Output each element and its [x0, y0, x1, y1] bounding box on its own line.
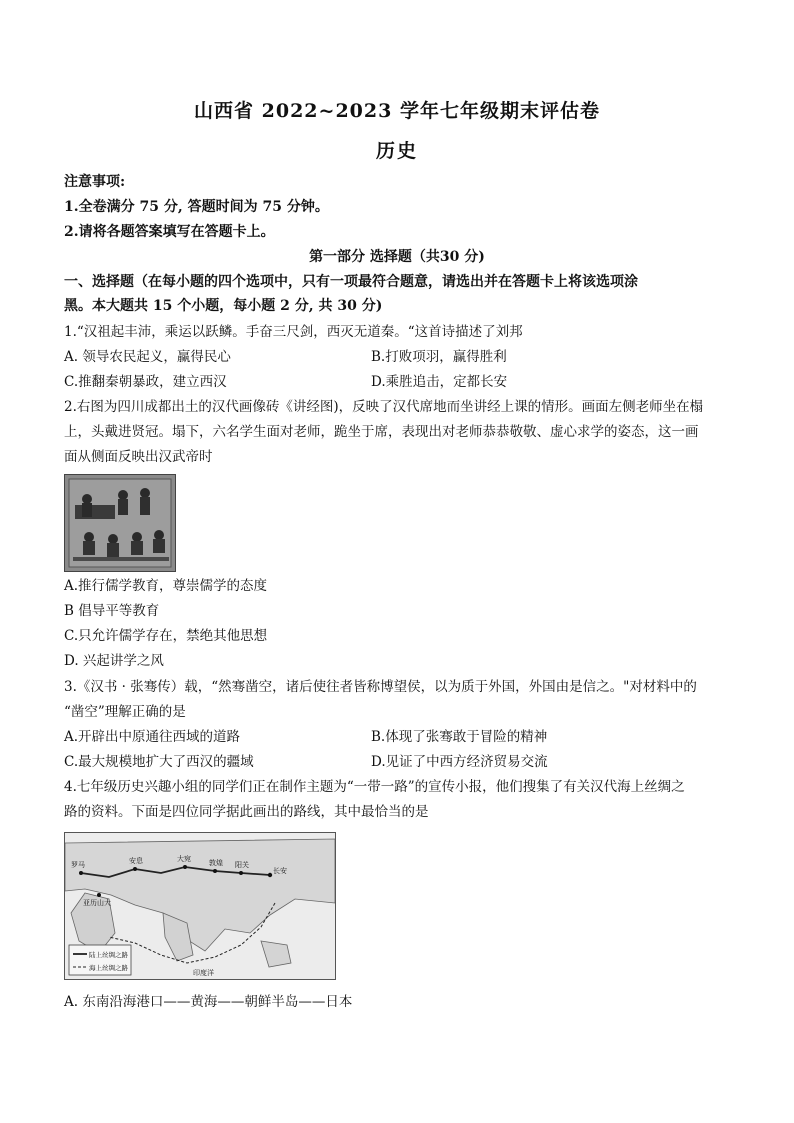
q4-option-a: A. 东南沿海港口——黄海——朝鲜半岛——日本	[64, 994, 353, 1010]
note-item-1: 1.全卷满分 75 分, 答题时间为 75 分钟。	[64, 199, 329, 215]
note-item-2: 2.请将各题答案填写在答题卡上。	[64, 224, 275, 240]
exam-title: 山西省 2022~2023 学年七年级期末评估卷	[194, 100, 600, 122]
q2-option-a: A.推行儒学教育，尊崇儒学的态度	[64, 578, 268, 594]
q4-stem-2: 路的资料。下面是四位同学据此画出的路线，其中最恰当的是	[64, 804, 429, 820]
q2-option-b: B 倡导平等教育	[64, 603, 160, 619]
map-label-luoma: 罗马	[71, 861, 85, 869]
section-instruction-2: 黑。本大题共 15 个小题，每小题 2 分, 共 30 分)	[64, 298, 383, 314]
legend-land-route: 陆上丝绸之路	[89, 951, 128, 959]
q3-stem-2: “凿空”理解正确的是	[64, 704, 186, 720]
q3-stem-1: 3.《汉书 · 张骞传）载，“然骞凿空，诸后使往者皆称博望侯，以为质于外国，外国由是信之。"对材料中的	[64, 679, 697, 695]
map-label-yangguan: 阳关	[235, 861, 249, 869]
q2-option-d: D. 兴起讲学之风	[64, 653, 164, 669]
lecture-brick-illustration	[65, 475, 175, 571]
silk-road-map	[64, 832, 336, 980]
map-label-dunhuang: 敦煌	[209, 859, 223, 867]
silk-road-map-drawing	[65, 833, 335, 979]
lecture-brick-image	[64, 474, 176, 572]
section-instruction-1: 一、选择题（在每小题的四个选项中，只有一项最符合题意，请选出并在答题卡上将该选项涂	[64, 274, 638, 290]
legend-sea-route: 海上丝绸之路	[89, 964, 128, 972]
q3-option-a: A.开辟出中原通往西域的道路	[64, 729, 241, 745]
notes-heading: 注意事项:	[64, 174, 126, 190]
q4-stem-1: 4.七年级历史兴趣小组的同学们正在制作主题为“一带一路”的宣传小报，他们搜集了有关汉代海上丝绸之	[64, 779, 685, 795]
q1-option-d: D.乘胜追击，定都长安	[371, 374, 508, 390]
map-label-indian-ocean: 印度洋	[193, 969, 214, 977]
section-title: 第一部分 选择题（共30 分)	[309, 249, 485, 265]
q3-option-d: D.见证了中西方经济贸易交流	[371, 754, 548, 770]
q1-option-a: A. 领导农民起义，赢得民心	[64, 349, 231, 365]
q1-option-b: B.打败项羽，赢得胜利	[371, 349, 507, 365]
q2-stem-3: 面从侧面反映出汉武帝时	[64, 449, 213, 465]
q2-stem-1: 2.右图为四川成都出土的汉代画像砖《讲经图)，反映了汉代席地而坐讲经上课的情形。画面左侧老师坐在榻	[64, 399, 704, 415]
q3-option-c: C.最大规模地扩大了西汉的疆域	[64, 754, 254, 770]
q3-option-b: B.体现了张骞敢于冒险的精神	[371, 729, 548, 745]
q1-option-c: C.推翻秦朝暴政，建立西汉	[64, 374, 227, 390]
map-label-anxi: 安息	[129, 857, 143, 865]
exam-subject: 历史	[375, 140, 418, 162]
q1-stem: 1.“汉祖起丰沛，乘运以跃鳞。手奋三尺剑，西灭无道秦。“这首诗描述了刘邦	[64, 324, 523, 340]
map-label-alexandria: 亚历山大	[83, 899, 111, 907]
map-label-dayuan: 大宛	[177, 855, 191, 863]
q2-option-c: C.只允许儒学存在，禁绝其他思想	[64, 628, 268, 644]
map-label-changan: 长安	[273, 867, 287, 875]
q2-stem-2: 上，头戴进贤冠。塌下，六名学生面对老师，跪坐于席，表现出对老师恭恭敬敬、虚心求学的姿态，这一画	[64, 424, 699, 440]
